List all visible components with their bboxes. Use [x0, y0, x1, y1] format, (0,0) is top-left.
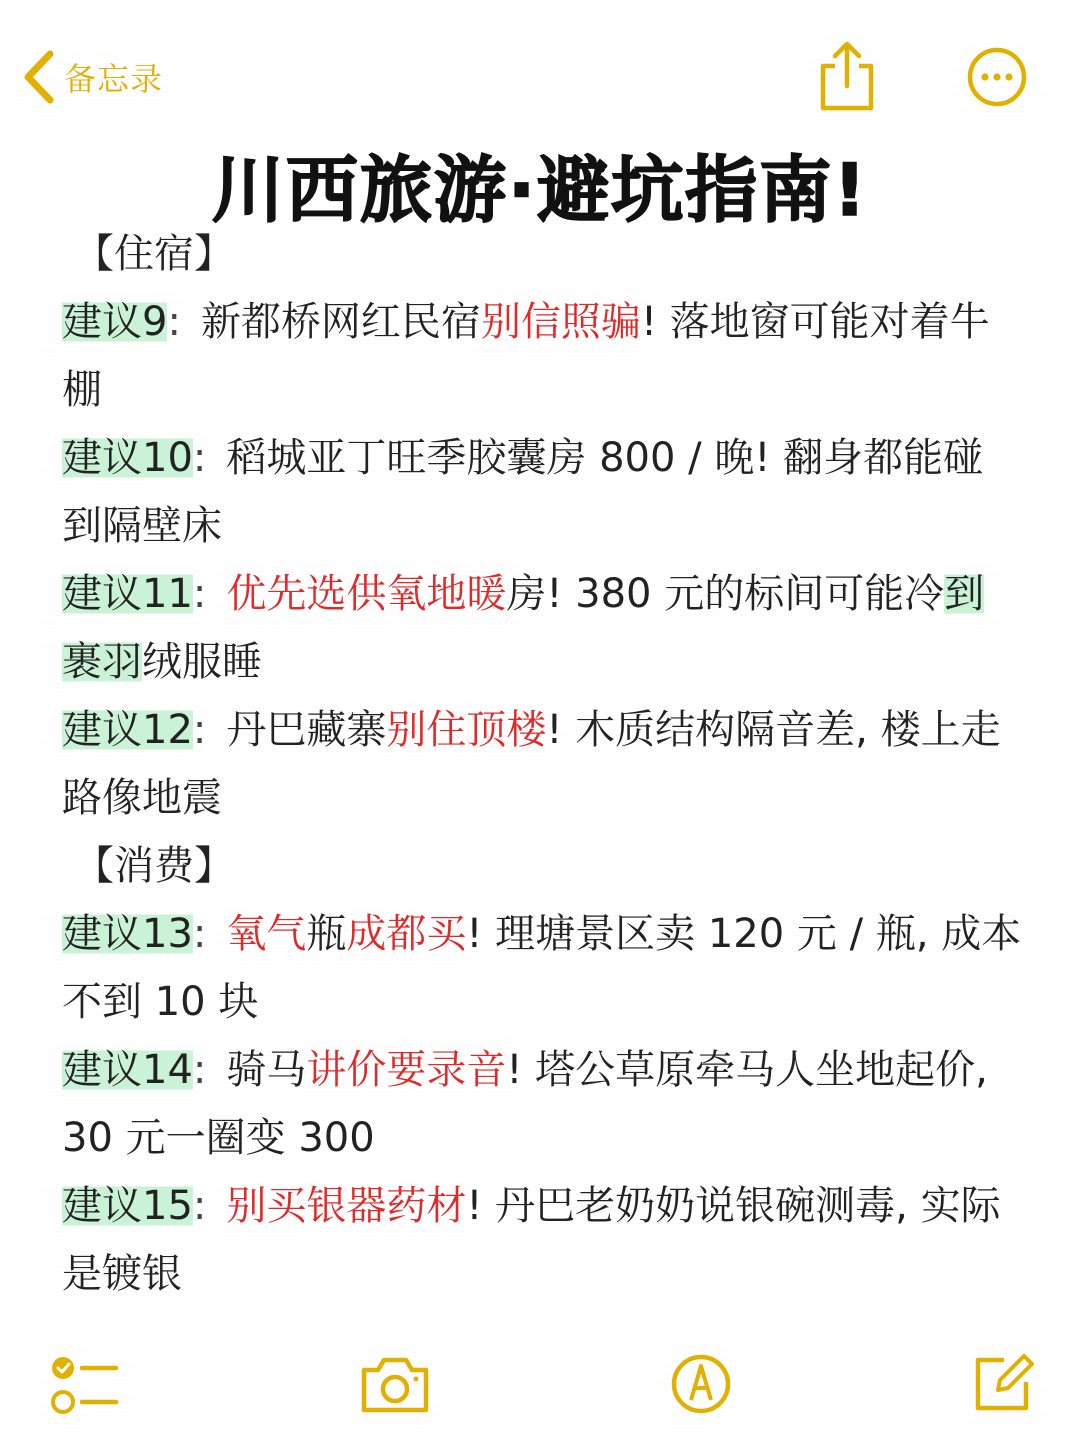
- tip-text: 绒服睡: [142, 639, 262, 685]
- tip-item: [62, 1172, 1022, 1308]
- tip-item: [62, 560, 1022, 696]
- tip-emphasis-text: 讲价要录音: [306, 1047, 507, 1093]
- tip-text: ! 丹巴老奶奶说银碗测毒, 实际是镀银: [62, 1183, 1001, 1297]
- tip-text: ! 木质结构隔音差, 楼上走路像地震: [62, 707, 1001, 821]
- more-button[interactable]: [966, 46, 1028, 108]
- note-body[interactable]: [62, 220, 1022, 1308]
- tip-text: 新都桥网红民宿: [200, 299, 481, 345]
- section-heading: 【住宿】: [74, 231, 234, 277]
- tip-emphasis-text: 氧气: [226, 911, 307, 957]
- tip-label: 建议10: [62, 435, 193, 481]
- share-button[interactable]: [815, 40, 879, 112]
- tip-separator: :: [192, 571, 207, 617]
- tip-emphasis-text: 别住顶楼: [386, 707, 547, 753]
- camera-icon: [358, 1354, 432, 1416]
- back-button[interactable]: [22, 48, 163, 106]
- tip-label: 建议12: [62, 707, 193, 753]
- bottom-toolbar: [0, 1340, 1080, 1440]
- tip-separator: :: [192, 1183, 207, 1229]
- tip-separator: :: [167, 299, 181, 345]
- tip-text: 瓶: [306, 911, 347, 957]
- tip-label: 建议14: [62, 1047, 193, 1093]
- tip-text: ! 塔公草原牵马人坐地起价, 30 元一圈变 300: [62, 1047, 988, 1161]
- tip-text: ! 落地窗可能对着牛棚: [62, 299, 990, 413]
- tip-emphasis-text: 别买银器药材: [226, 1183, 467, 1229]
- camera-button[interactable]: [358, 1354, 432, 1420]
- tip-emphasis-text: 别信照骗: [480, 299, 641, 345]
- tip-label: 建议9: [62, 299, 168, 345]
- tip-text: 到裹羽: [62, 571, 985, 685]
- share-icon: [815, 40, 879, 112]
- tip-label: 建议11: [62, 571, 193, 617]
- tip-separator: :: [192, 1047, 207, 1093]
- tip-item: [62, 424, 1022, 560]
- tip-text: 稻城亚丁旺季胶囊房 800 / 晚! 翻身都能碰到隔壁床: [62, 435, 984, 549]
- top-nav-bar: [0, 0, 1080, 150]
- tip-item: [62, 900, 1022, 1036]
- chevron-left-icon: [22, 48, 56, 106]
- tip-label: 建议13: [62, 911, 193, 957]
- checklist-button[interactable]: [50, 1354, 120, 1424]
- tip-separator: :: [192, 435, 207, 481]
- tip-label: 建议15: [62, 1183, 193, 1229]
- tip-text: ! 理塘景区卖 120 元 / 瓶, 成本不到 10 块: [62, 911, 1022, 1025]
- tip-text: 丹巴藏寨: [226, 707, 387, 753]
- checklist-icon: [50, 1354, 120, 1420]
- tip-emphasis-text: 优先选供氧地暖: [226, 571, 507, 617]
- tip-text: 骑马: [226, 1047, 307, 1093]
- tip-separator: :: [192, 707, 207, 753]
- tip-item: [62, 696, 1022, 832]
- back-label: 备忘录: [64, 60, 164, 98]
- section-heading: 【消费】: [74, 843, 234, 889]
- tip-emphasis-text: 成都买: [346, 911, 467, 957]
- markup-button[interactable]: [669, 1352, 733, 1420]
- note-title: 川西旅游·避坑指南!: [211, 148, 869, 232]
- compose-icon: [970, 1350, 1036, 1416]
- tip-item: [62, 1036, 1022, 1172]
- more-icon: [966, 46, 1028, 108]
- tip-item: [62, 288, 1022, 424]
- tip-separator: :: [192, 911, 207, 957]
- tip-text: 房! 380 元的标间可能冷: [506, 571, 945, 617]
- markup-pen-icon: [669, 1352, 733, 1416]
- compose-button[interactable]: [970, 1350, 1036, 1420]
